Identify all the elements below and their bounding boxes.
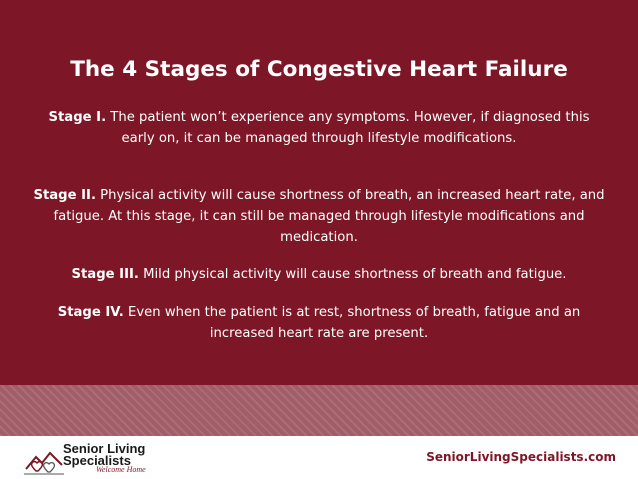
stage-4-label: Stage IV. — [57, 305, 124, 320]
stage-4-text: Even when the patient is at rest, shortness of breath, fatigue and an increased heart rate are present. — [128, 305, 581, 341]
stage-2-label: Stage II. — [33, 188, 96, 203]
stage-2-text: Physical activity will cause shortness of breath, an increased heart rate, and fatigue. At this stage, it can still be managed through lifestyle modifications and medication. — [53, 188, 605, 245]
website-link[interactable]: SeniorLivingSpecialists.com — [426, 450, 616, 464]
stage-1-text: The patient won’t experience any symptoms. However, if diagnosed this early on, it can be managed through lifestyle modifications. — [110, 110, 590, 146]
stage-2-paragraph — [30, 185, 608, 248]
stage-1-label: Stage I. — [48, 110, 107, 125]
logo-tagline: Welcome Home — [96, 465, 146, 474]
stage-3-label: Stage III. — [71, 267, 139, 282]
stage-4-paragraph — [30, 302, 608, 344]
stage-3-paragraph — [10, 264, 628, 285]
stage-3-text: Mild physical activity will cause shortness of breath and fatigue. — [143, 267, 567, 282]
stage-1-paragraph — [30, 107, 608, 149]
decorative-stripe-band — [0, 385, 638, 436]
logo-text-line2: Specialists — [63, 453, 131, 468]
slide-title: The 4 Stages of Congestive Heart Failure — [70, 57, 568, 82]
logo-text-line1: Senior Living — [63, 441, 146, 456]
